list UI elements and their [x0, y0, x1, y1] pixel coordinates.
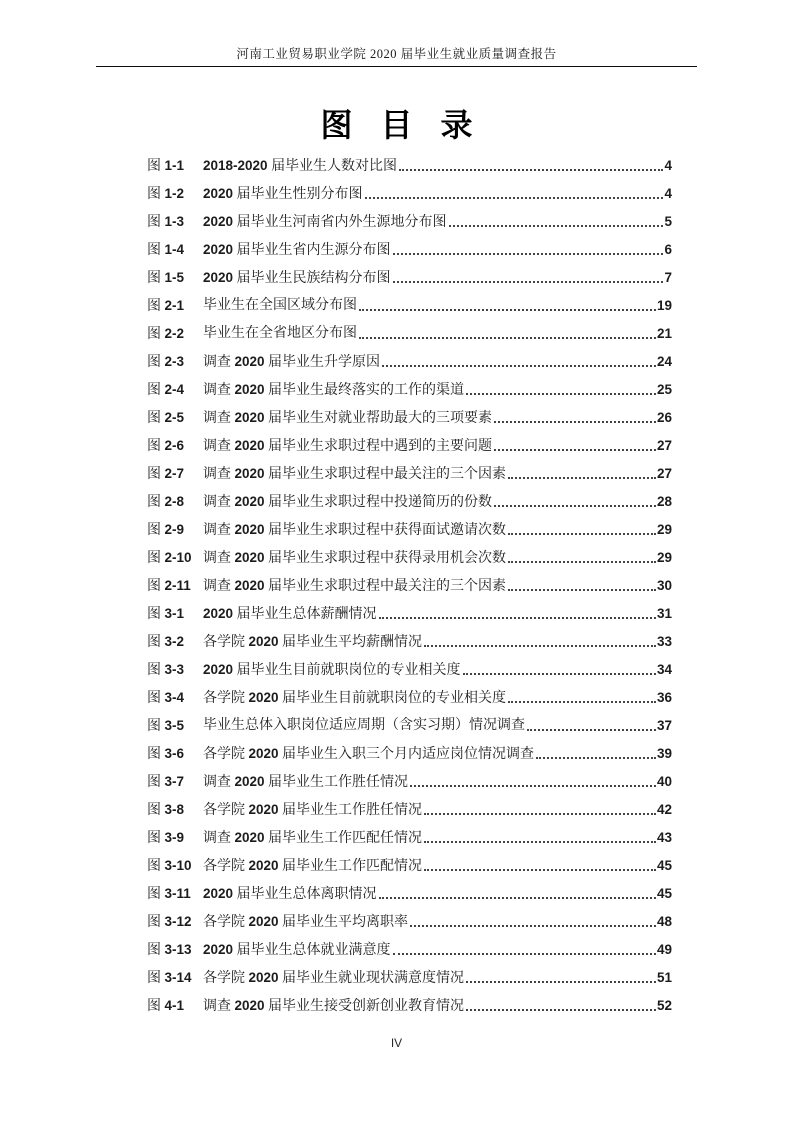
page-ref: 37: [656, 718, 672, 733]
dot-leader: [359, 292, 656, 311]
toc-entry[interactable]: [147, 460, 672, 488]
dot-leader: [379, 880, 656, 899]
dot-leader: [424, 628, 656, 647]
page-ref: 40: [656, 774, 672, 789]
page-ref: 19: [656, 298, 672, 313]
dot-leader: [508, 572, 656, 591]
figure-number: 图 1-1: [147, 158, 185, 174]
figure-title: 毕业生在全省地区分布图: [203, 326, 357, 341]
figure-number: 图 1-4: [147, 242, 185, 258]
figure-title: 2018-2020 届毕业生人数对比图: [203, 158, 398, 174]
toc-entry[interactable]: [147, 992, 672, 1020]
figure-title: 2020 届毕业生总体就业满意度: [203, 942, 391, 958]
dot-leader: [463, 656, 656, 675]
figure-title: 2020 届毕业生总体离职情况: [203, 886, 377, 902]
page-footer: [0, 1036, 793, 1050]
toc-entry[interactable]: [147, 936, 672, 964]
figure-number: 图 1-2: [147, 186, 185, 202]
figure-number: 图 2-5: [147, 410, 185, 426]
page-ref: 26: [656, 410, 672, 425]
figure-number: 图 3-7: [147, 774, 185, 790]
figure-number: 图 3-3: [147, 662, 185, 678]
dot-leader: [393, 936, 656, 955]
toc-entry[interactable]: [147, 768, 672, 796]
dot-leader: [424, 824, 656, 843]
dot-leader: [359, 320, 656, 339]
toc-entry[interactable]: [147, 236, 672, 264]
figure-title: 各学院 2020 届毕业生就业现状满意度情况: [203, 970, 465, 986]
page-ref: 39: [656, 746, 672, 761]
figure-title: 2020 届毕业生民族结构分布图: [203, 270, 391, 286]
figure-number: 图 3-8: [147, 802, 185, 818]
figure-title: 调查 2020 届毕业生求职过程中投递简历的份数: [203, 494, 493, 510]
toc-entry[interactable]: [147, 964, 672, 992]
dot-leader: [382, 348, 656, 367]
page-header: [0, 0, 793, 67]
page-ref: 45: [656, 886, 672, 901]
figure-number: 图 1-5: [147, 270, 185, 286]
report-title: 河南工业贸易职业学院 2020 届毕业生就业质量调查报告: [236, 47, 557, 61]
toc-entry[interactable]: [147, 628, 672, 656]
figure-title: 各学院 2020 届毕业生入职三个月内适应岗位情况调查: [203, 746, 535, 762]
dot-leader: [508, 460, 656, 479]
figure-number: 图 1-3: [147, 214, 185, 230]
page-ref: 5: [664, 214, 672, 229]
dot-leader: [494, 404, 656, 423]
dot-leader: [508, 544, 656, 563]
figure-title: 各学院 2020 届毕业生平均离职率: [203, 914, 409, 930]
page-ref: 36: [656, 690, 672, 705]
figure-number: 图 2-6: [147, 438, 185, 454]
figure-number: 图 2-11: [147, 578, 191, 594]
figure-number: 图 2-4: [147, 382, 185, 398]
toc-entry[interactable]: [147, 320, 672, 348]
toc-entry[interactable]: [147, 544, 672, 572]
dot-leader: [508, 684, 656, 703]
figures-toc-list: [147, 152, 672, 1020]
figure-number: 图 4-1: [147, 998, 185, 1014]
toc-entry[interactable]: [147, 796, 672, 824]
page-ref: 43: [656, 830, 672, 845]
figure-number: 图 2-1: [147, 298, 185, 314]
page-ref: 31: [656, 606, 672, 621]
dot-leader: [466, 992, 656, 1011]
figure-number: 图 3-13: [147, 942, 192, 958]
figure-title: 2020 届毕业生省内生源分布图: [203, 242, 391, 258]
figure-title: 2020 届毕业生性别分布图: [203, 186, 363, 202]
page-ref: 25: [656, 382, 672, 397]
toc-entry[interactable]: [147, 656, 672, 684]
toc-entry[interactable]: [147, 264, 672, 292]
dot-leader: [410, 908, 656, 927]
figure-number: 图 3-2: [147, 634, 185, 650]
figure-title: 调查 2020 届毕业生最终落实的工作的渠道: [203, 382, 465, 398]
figure-title: 调查 2020 届毕业生工作匹配任情况: [203, 830, 423, 846]
page-ref: 27: [656, 438, 672, 453]
dot-leader: [393, 264, 664, 283]
page-ref: 28: [656, 494, 672, 509]
figure-title: 调查 2020 届毕业生求职过程中最关注的三个因素: [203, 578, 507, 594]
page-ref: 7: [664, 270, 672, 285]
dot-leader: [508, 516, 656, 535]
dot-leader: [494, 432, 656, 451]
toc-entry[interactable]: [147, 432, 672, 460]
page-ref: 48: [656, 914, 672, 929]
page-ref: 4: [664, 186, 672, 201]
toc-entry[interactable]: [147, 516, 672, 544]
figure-title: 调查 2020 届毕业生求职过程中获得面试邀请次数: [203, 522, 507, 538]
page-ref: 27: [656, 466, 672, 481]
figure-title: 各学院 2020 届毕业生工作胜任情况: [203, 802, 423, 818]
figure-number: 图 3-5: [147, 718, 185, 734]
figure-title: 毕业生总体入职岗位适应周期（含实习期）情况调查: [203, 718, 525, 733]
page-ref: 4: [664, 158, 672, 173]
figure-number: 图 3-1: [147, 606, 185, 622]
figure-number: 图 2-2: [147, 326, 185, 342]
page-ref: 6: [664, 242, 672, 257]
dot-leader: [449, 208, 664, 227]
header-divider: [96, 66, 697, 67]
page-ref: 51: [656, 970, 672, 985]
toc-entry[interactable]: [147, 488, 672, 516]
toc-entry[interactable]: [147, 152, 672, 180]
toc-entry[interactable]: [147, 600, 672, 628]
figure-title: 毕业生在全国区域分布图: [203, 298, 357, 313]
figure-title: 各学院 2020 届毕业生平均薪酬情况: [203, 634, 423, 650]
page-number: IV: [390, 1036, 403, 1050]
figures-toc-title: 图 目 录: [320, 107, 483, 143]
figure-number: 图 3-4: [147, 690, 185, 706]
figure-number: 图 2-9: [147, 522, 185, 538]
dot-leader: [424, 796, 656, 815]
figure-title: 各学院 2020 届毕业生工作匹配情况: [203, 858, 423, 874]
figure-title: 调查 2020 届毕业生求职过程中最关注的三个因素: [203, 466, 507, 482]
page-ref: 34: [656, 662, 672, 677]
toc-entry[interactable]: [147, 880, 672, 908]
page-ref: 21: [656, 326, 672, 341]
figure-number: 图 3-9: [147, 830, 185, 846]
figure-title: 调查 2020 届毕业生接受创新创业教育情况: [203, 998, 465, 1014]
dot-leader: [527, 712, 656, 731]
figure-number: 图 3-6: [147, 746, 185, 762]
dot-leader: [379, 600, 656, 619]
figure-title: 调查 2020 届毕业生工作胜任情况: [203, 774, 409, 790]
page-ref: 29: [656, 522, 672, 537]
toc-entry[interactable]: [147, 208, 672, 236]
page-ref: 52: [656, 998, 672, 1013]
figure-number: 图 2-10: [147, 550, 192, 566]
toc-entry[interactable]: [147, 572, 672, 600]
figure-number: 图 3-14: [147, 970, 192, 986]
dot-leader: [410, 768, 656, 787]
dot-leader: [365, 180, 664, 199]
figure-title: 调查 2020 届毕业生求职过程中遇到的主要问题: [203, 438, 493, 454]
dot-leader: [536, 740, 656, 759]
page-ref: 42: [656, 802, 672, 817]
figure-title: 调查 2020 届毕业生升学原因: [203, 354, 381, 370]
page-ref: 30: [656, 578, 672, 593]
figure-number: 图 2-8: [147, 494, 185, 510]
page-ref: 49: [656, 942, 672, 957]
toc-entry[interactable]: [147, 292, 672, 320]
toc-entry[interactable]: [147, 740, 672, 768]
toc-entry[interactable]: [147, 908, 672, 936]
dot-leader: [399, 152, 663, 171]
toc-entry[interactable]: [147, 348, 672, 376]
figure-number: 图 2-3: [147, 354, 185, 370]
page-ref: 24: [656, 354, 672, 369]
toc-entry[interactable]: [147, 852, 672, 880]
figure-number: 图 3-11: [147, 886, 191, 902]
page-ref: 33: [656, 634, 672, 649]
figure-title: 2020 届毕业生河南省内外生源地分布图: [203, 214, 447, 230]
dot-leader: [494, 488, 656, 507]
dot-leader: [393, 236, 664, 255]
figure-title: 2020 届毕业生目前就职岗位的专业相关度: [203, 662, 461, 678]
figure-title: 各学院 2020 届毕业生目前就职岗位的专业相关度: [203, 690, 507, 706]
figure-title: 调查 2020 届毕业生对就业帮助最大的三项要素: [203, 410, 493, 426]
dot-leader: [466, 376, 656, 395]
toc-entry[interactable]: [147, 404, 672, 432]
dot-leader: [466, 964, 656, 983]
figure-title: 2020 届毕业生总体薪酬情况: [203, 606, 377, 622]
toc-entry[interactable]: [147, 180, 672, 208]
figure-number: 图 3-12: [147, 914, 192, 930]
page-ref: 29: [656, 550, 672, 565]
page-ref: 45: [656, 858, 672, 873]
dot-leader: [424, 852, 656, 871]
toc-entry[interactable]: [147, 684, 672, 712]
toc-entry[interactable]: [147, 712, 672, 740]
figure-title: 调查 2020 届毕业生求职过程中获得录用机会次数: [203, 550, 507, 566]
figure-number: 图 2-7: [147, 466, 185, 482]
toc-entry[interactable]: [147, 376, 672, 404]
figure-number: 图 3-10: [147, 858, 192, 874]
toc-entry[interactable]: [147, 824, 672, 852]
